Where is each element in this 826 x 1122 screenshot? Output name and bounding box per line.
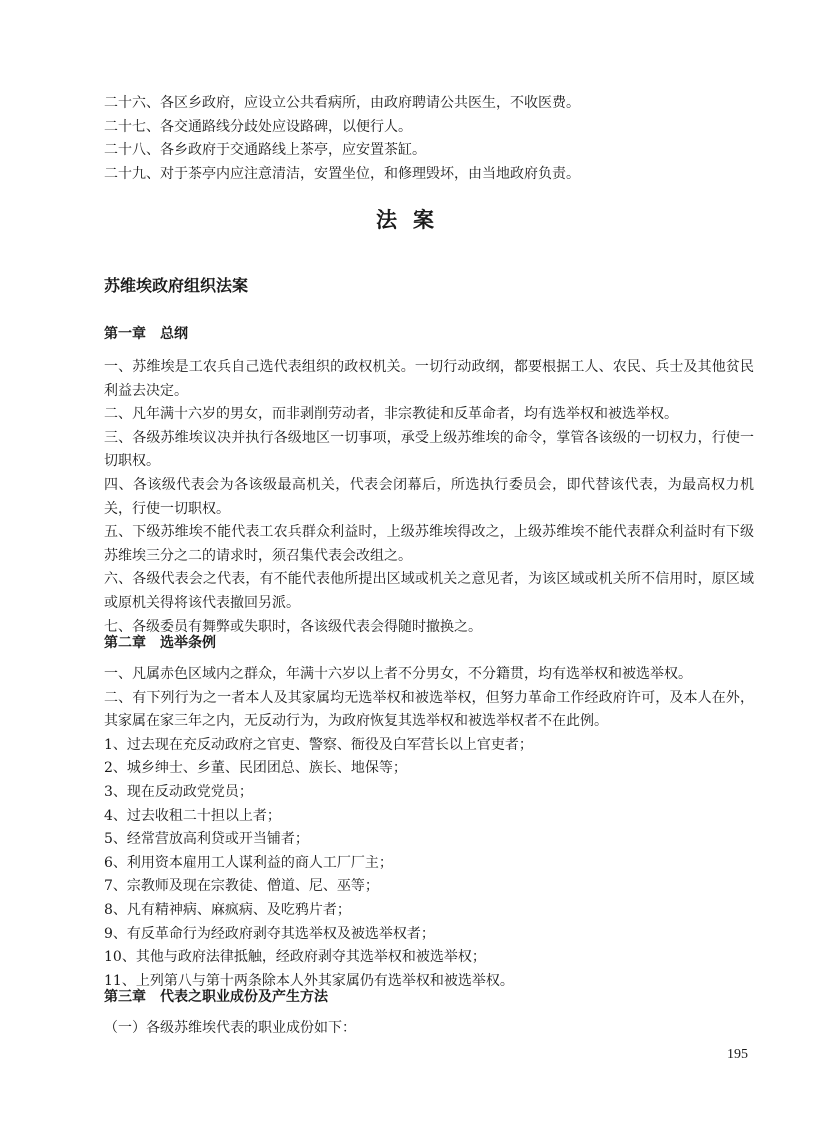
chapter-2-item: 7、宗教师及现在宗教徒、僧道、尼、巫等； [104,878,379,895]
chapter-2-item: 1、过去现在充反动政府之官吏、警察、衙役及白军营长以上官吏者； [104,736,533,753]
chapter-2-item: 5、经常营放高利贷或开当铺者； [104,831,309,848]
law-title: 苏维埃政府组织法案 [104,276,249,295]
chapter-2-heading [104,632,216,652]
chapter-2-item: 11、上列第八与第十两条除本人外其家属仍有选举权和被选举权。 [104,972,514,989]
chapter-1-number: 第一章 [104,326,146,342]
chapter-2-item: 10、其他与政府法律抵触，经政府剥夺其选举权和被选举权； [104,949,486,966]
chapter-2-item: 4、过去收租二十担以上者； [104,807,281,824]
article-27: 二十七、各交通路线分歧处应设路碑，以便行人。 [104,118,412,135]
chapter-1-para: 七、各级委员有舞弊或失职时，各该级代表会得随时撤换之。 [104,618,482,635]
section-title: 法案 [376,208,450,232]
chapter-1-para: 一、苏维埃是工农兵自己选代表组织的政权机关。一切行动政纲，都要根据工人、农民、兵士及其他贫民利益去决定。 [104,359,754,399]
chapter-3-body [104,1017,754,1041]
chapter-1-para: 二、凡年满十六岁的男女，而非剥削劳动者，非宗教徒和反革命者，均有选举权和被选举权。 [104,406,678,423]
chapter-1-para: 五、下级苏维埃不能代表工农兵群众利益时，上级苏维埃得改之，上级苏维埃不能代表群众利益时有下级苏维埃三分之二的请求时，须召集代表会改组之。 [104,524,754,564]
chapter-2-item: 6、利用资本雇用工人谋利益的商人工厂厂主； [104,854,393,871]
chapter-3-para: （一）各级苏维埃代表的职业成份如下： [104,1020,356,1036]
chapter-2-para: 二、有下列行为之一者本人及其家属均无选举权和被选举权，但努力革命工作经政府许可，及本人在外，其家属在家三年之内，无反动行为，为政府恢复其选举权和被选举权者不在此例。 [104,689,754,730]
chapter-2-body [104,663,754,993]
chapter-2-item: 3、现在反动政党党员； [104,783,253,800]
chapter-1-para: 四、各该级代表会为各该级最高机关，代表会闭幕后，所选执行委员会，即代替该代表，为最高权力机关，行使一切职权。 [104,476,754,517]
article-28: 二十八、各乡政府于交通路线上茶亭，应安置茶缸。 [104,142,426,159]
chapter-1-body [104,356,754,639]
chapter-3-heading [104,986,328,1006]
article-29: 二十九、对于茶亭内应注意清洁，安置坐位，和修理毁坏，由当地政府负责。 [104,165,580,182]
chapter-2-item: 8、凡有精神病、麻疯病、及吃鸦片者； [104,901,351,918]
chapter-1-title: 总纲 [160,326,188,342]
article-26: 二十六、各区乡政府，应设立公共看病所，由政府聘请公共医生，不收医费。 [104,95,580,111]
chapter-2-para: 一、凡属赤色区域内之群众，年满十六岁以上者不分男女，不分籍贯，均有选举权和被选举权。 [104,666,692,682]
chapter-2-item: 2、城乡绅士、乡董、民团团总、族长、地保等； [104,760,407,777]
chapter-2-item: 9、有反革命行为经政府剥夺其选举权及被选举权者； [104,925,435,942]
chapter-3-title: 代表之职业成份及产生方法 [160,989,328,1005]
chapter-2-title: 选举条例 [160,635,216,651]
chapter-3-number: 第三章 [104,989,146,1005]
page-number: 195 [727,1047,748,1062]
chapter-1-para: 六、各级代表会之代表，有不能代表他所提出区域或机关之意见者，为该区域或机关所不信用时，原区域或原机关得将该代表撤回另派。 [104,571,754,611]
chapter-1-para: 三、各级苏维埃议决并执行各级地区一切事项，承受上级苏维埃的命令，掌管各该级的一切权力，行使一切职权。 [104,429,754,470]
top-articles [104,92,754,186]
chapter-1-heading [104,323,188,343]
chapter-2-number: 第二章 [104,635,146,651]
